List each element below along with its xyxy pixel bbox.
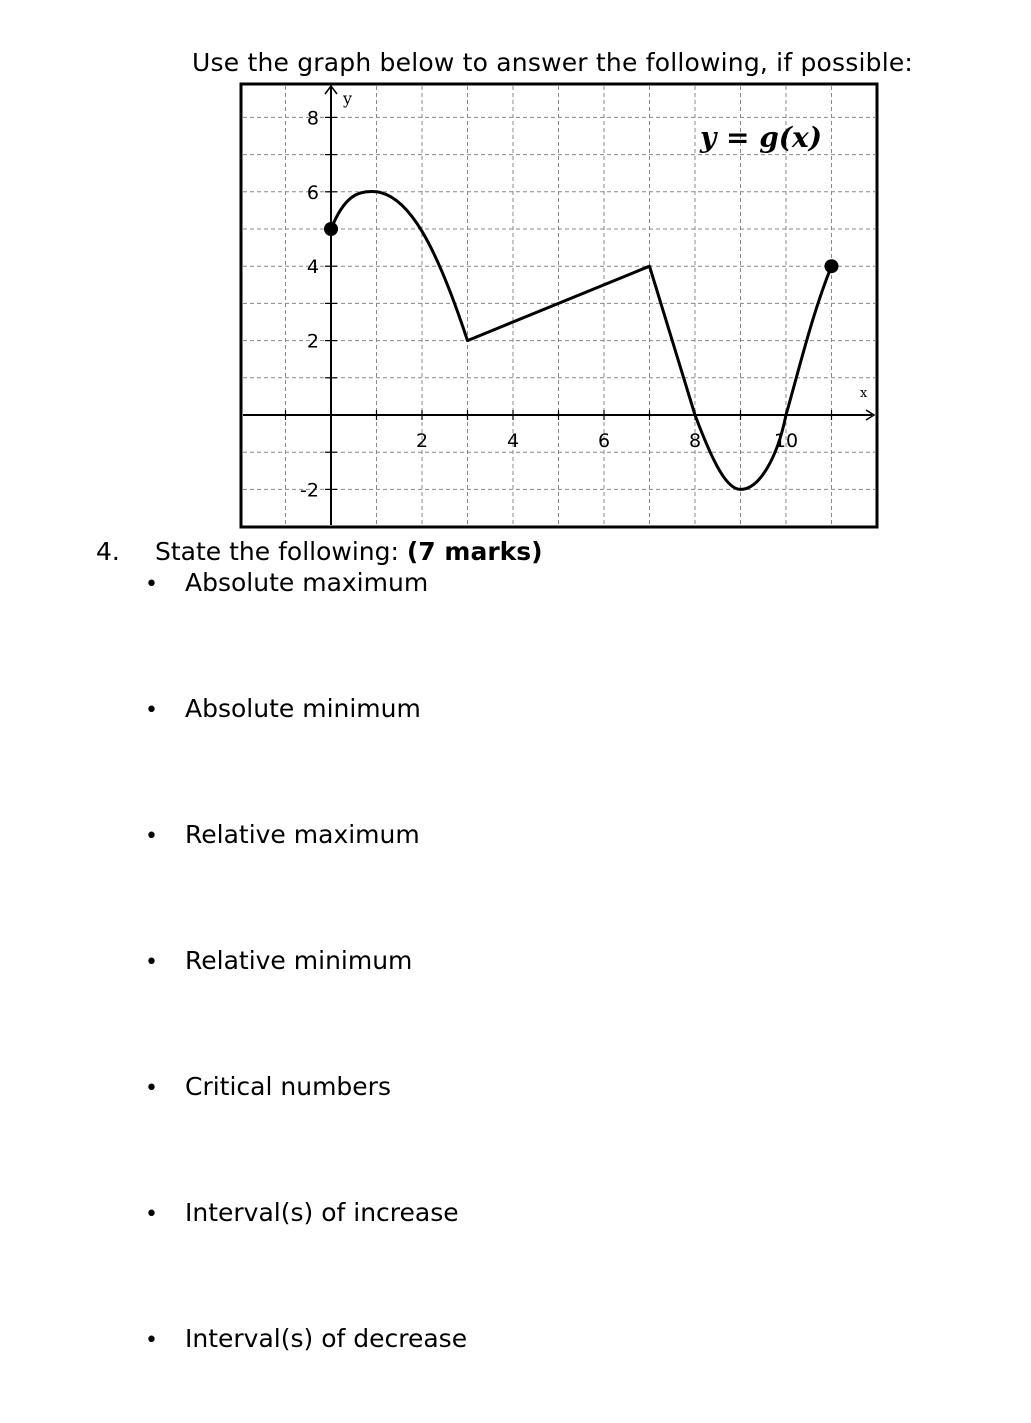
x-tick-label: 10 [773,430,799,452]
x-tick-label: 2 [415,430,429,452]
bullet-icon: • [145,1076,158,1101]
list-item [145,1198,459,1227]
item-intervals-increase: Interval(s) of increase [185,1198,459,1227]
item-relative-minimum: Relative minimum [185,946,413,975]
item-absolute-maximum: Absolute maximum [185,568,429,597]
y-tick-label: 2 [306,330,319,353]
bullet-icon: • [145,698,158,723]
question-marks: (7 marks) [406,537,543,566]
item-absolute-minimum: Absolute minimum [185,694,421,723]
list-item [145,694,421,723]
bullet-icon: • [145,1202,158,1227]
bullet-icon: • [145,572,158,597]
endpoint-dot [324,222,338,236]
list-item [145,568,429,597]
y-tick-label: 6 [306,181,319,204]
intro-text: Use the graph below to answer the following, if possible: [192,48,914,77]
question-number: 4. [96,537,120,566]
bullet-icon: • [145,824,158,849]
x-tick-label: 4 [506,430,520,452]
x-tick-label: 8 [688,430,702,452]
x-axis-label: x [860,386,868,401]
y-tick-label: -2 [300,479,319,502]
y-tick-label: 8 [306,107,319,130]
list-item [145,1072,391,1101]
endpoint-dot [825,259,839,273]
list-item [145,820,420,849]
item-critical-numbers: Critical numbers [185,1072,391,1101]
x-tick-label: 6 [597,430,611,452]
function-label: y = g(x) [700,121,822,154]
list-item [145,946,413,975]
item-intervals-decrease: Interval(s) of decrease [185,1324,468,1353]
item-relative-maximum: Relative maximum [185,820,420,849]
bullet-icon: • [145,950,158,975]
question-prompt [155,537,543,566]
question-prompt-text: State the following: [155,537,399,566]
y-axis-label: y [343,89,353,108]
list-item [145,1324,468,1353]
y-tick-label: 4 [306,256,319,279]
function-graph [0,0,1031,540]
bullet-icon: • [145,1328,158,1353]
